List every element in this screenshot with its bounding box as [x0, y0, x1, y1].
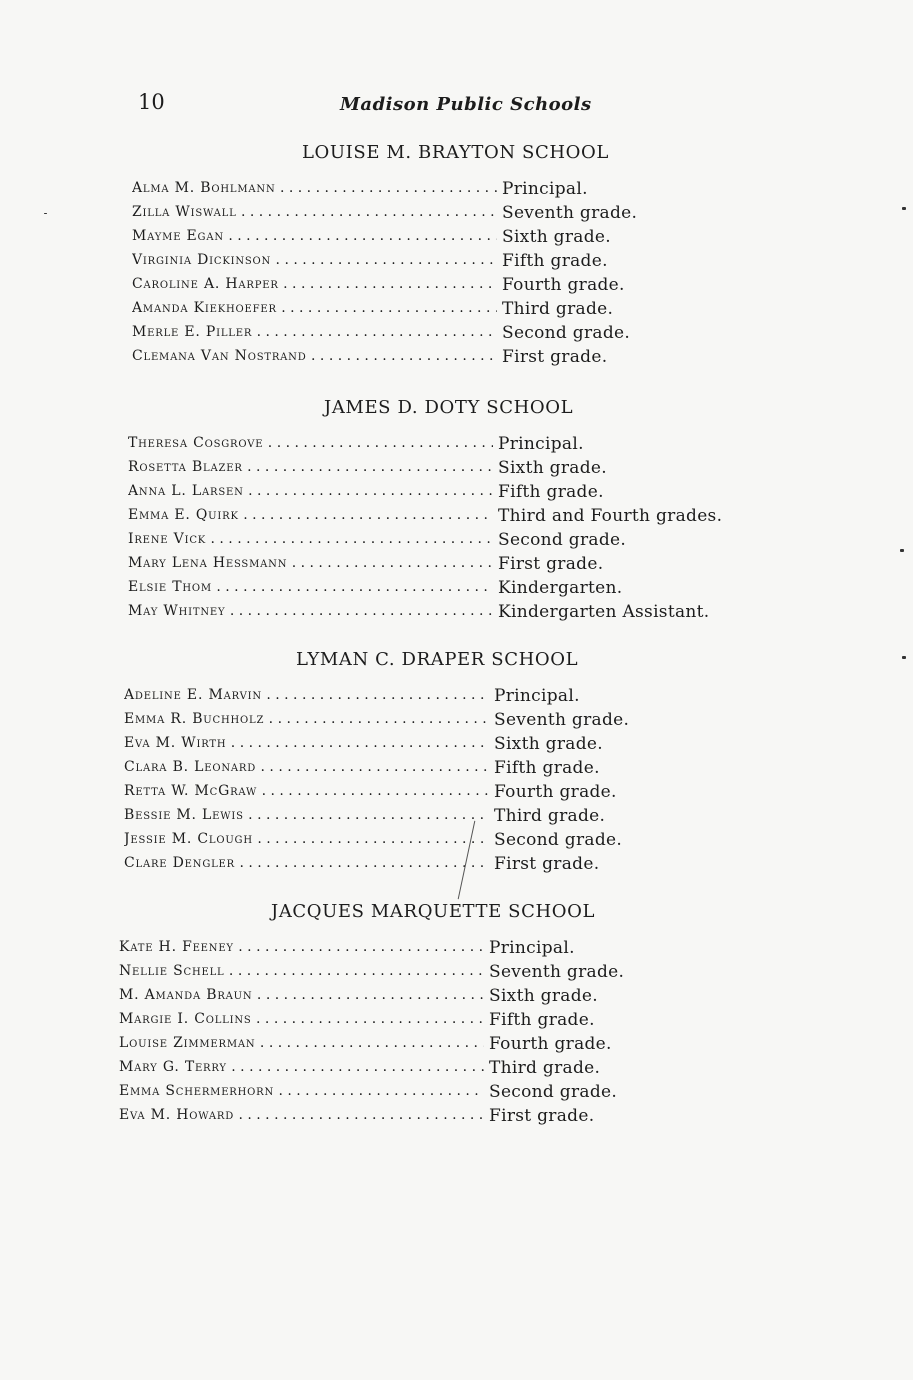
staff-grade: Fifth grade. — [489, 1010, 595, 1030]
scan-speck — [902, 656, 906, 659]
staff-grade: Second grade. — [498, 530, 627, 550]
school-title: JACQUES MARQUETTE SCHOOL — [271, 901, 596, 922]
staff-name: Emma E. Quirk — [128, 507, 239, 523]
staff-grade: First grade. — [489, 1106, 595, 1126]
staff-name: Zilla Wiswall — [132, 204, 237, 220]
staff-name: Clare Dengler — [124, 855, 235, 871]
staff-name: Virginia Dickinson — [132, 252, 272, 268]
staff-name: Adeline E. Marvin — [124, 687, 262, 703]
staff-name: Anna L. Larsen — [128, 483, 244, 499]
staff-name: Retta W. McGraw — [124, 783, 258, 799]
staff-grade: Sixth grade. — [494, 734, 603, 754]
staff-name: Emma Schermerhorn — [119, 1083, 275, 1099]
staff-grade: Fifth grade. — [494, 758, 600, 778]
school-title: JAMES D. DOTY SCHOOL — [324, 397, 574, 418]
staff-grade: Principal. — [494, 686, 580, 706]
school-title: LYMAN C. DRAPER SCHOOL — [296, 649, 579, 670]
staff-name: Louise Zimmerman — [119, 1035, 256, 1051]
staff-name: Nellie Schell — [119, 963, 225, 979]
staff-name: Clemana Van Nostrand — [132, 348, 307, 364]
staff-grade: Fourth grade. — [494, 782, 617, 802]
staff-grade: Third and Fourth grades. — [498, 506, 723, 526]
staff-grade: Principal. — [502, 179, 588, 199]
staff-grade: Seventh grade. — [494, 710, 630, 730]
staff-name: Jessie M. Clough — [124, 831, 253, 847]
staff-name: Eva M. Howard — [119, 1107, 235, 1123]
staff-name: Rosetta Blazer — [128, 459, 243, 475]
staff-name: Bessie M. Lewis — [124, 807, 244, 823]
staff-name: Mary Lena Hessmann — [128, 555, 288, 571]
staff-grade: Fourth grade. — [502, 275, 625, 295]
staff-grade: Second grade. — [502, 323, 631, 343]
staff-name: M. Amanda Braun — [119, 987, 253, 1003]
staff-grade: Kindergarten Assistant. — [498, 602, 710, 622]
staff-grade: First grade. — [498, 554, 604, 574]
staff-grade: Sixth grade. — [489, 986, 598, 1006]
staff-name: Emma R. Buchholz — [124, 711, 265, 727]
staff-name: Kate H. Feeney — [119, 939, 234, 955]
staff-grade: Second grade. — [494, 830, 623, 850]
scan-speck — [44, 213, 47, 214]
staff-name: Clara B. Leonard — [124, 759, 257, 775]
staff-grade: Fourth grade. — [489, 1034, 612, 1054]
staff-grade: Principal. — [489, 938, 575, 958]
staff-grade: Kindergarten. — [498, 578, 623, 598]
staff-name: Amanda Kiekhoefer — [132, 300, 277, 316]
staff-name: Merle E. Piller — [132, 324, 253, 340]
staff-name: Margie I. Collins — [119, 1011, 252, 1027]
staff-grade: Principal. — [498, 434, 584, 454]
staff-name: Caroline A. Harper — [132, 276, 279, 292]
staff-grade: Sixth grade. — [498, 458, 607, 478]
school-title: LOUISE M. BRAYTON SCHOOL — [302, 142, 609, 163]
scan-speck — [902, 207, 906, 210]
staff-grade: Third grade. — [494, 806, 606, 826]
staff-grade: Second grade. — [489, 1082, 618, 1102]
staff-name: Alma M. Bohlmann — [132, 180, 276, 196]
staff-grade: First grade. — [502, 347, 608, 367]
staff-grade: Fifth grade. — [502, 251, 608, 271]
running-head — [0, 88, 913, 122]
page-number: 10 — [138, 90, 165, 114]
staff-name: Irene Vick — [128, 531, 207, 547]
staff-name: Eva M. Wirth — [124, 735, 227, 751]
staff-grade: Sixth grade. — [502, 227, 611, 247]
running-title: Madison Public Schools — [340, 94, 592, 115]
staff-grade: First grade. — [494, 854, 600, 874]
staff-name: Mayme Egan — [132, 228, 224, 244]
scan-speck — [900, 549, 904, 552]
staff-name: Mary G. Terry — [119, 1059, 227, 1075]
staff-name: Theresa Cosgrove — [128, 435, 264, 451]
staff-name: May Whitney — [128, 603, 226, 619]
staff-grade: Seventh grade. — [502, 203, 638, 223]
staff-grade: Third grade. — [502, 299, 614, 319]
staff-grade: Fifth grade. — [498, 482, 604, 502]
staff-name: Elsie Thom — [128, 579, 212, 595]
staff-grade: Seventh grade. — [489, 962, 625, 982]
staff-grade: Third grade. — [489, 1058, 601, 1078]
